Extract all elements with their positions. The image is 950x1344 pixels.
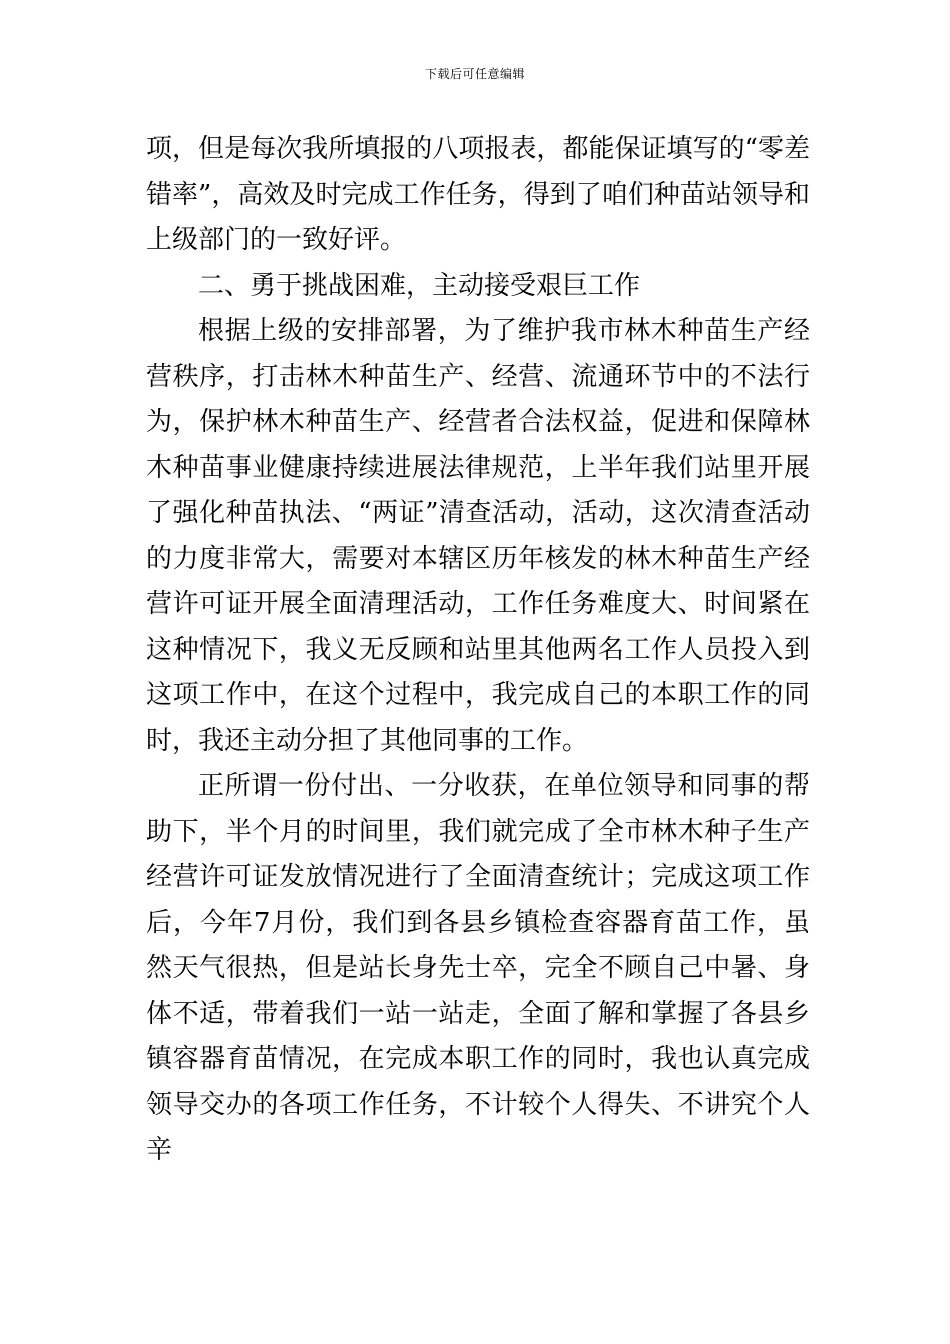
paragraph-continuation: 项，但是每次我所填报的八项报表，都能保证填写的“零差错率”，高效及时完成工作任务，得到了咱们种苗站领导和上级部门的一致好评。: [146, 134, 810, 255]
paragraph-enforcement: 根据上级的安排部署，为了维护我市林木种苗生产经营秩序，打击林木种苗生产、经营、流通环节中的不法行为，保护林木种苗生产、经营者合法权益，促进和保障林木种苗事业健康持续进展法律规范，上半年我们站里开展了强化种苗执法、“两证”清查活动，活动，这次清查活动的力度非常大，需要对本辖区历年核发的林木种苗生产经营许可证开展全面清理活动，工作任务难度大、时间紧在这种情况下，我义无反顾和站里其他两名工作人员投入到这项工作中，在这个过程中，我完成自己的本职工作的同时，我还主动分担了其他同事的工作。: [146, 316, 810, 756]
section-heading: 二、勇于挑战困难，主动接受艰巨工作: [198, 270, 641, 301]
page-header: 下载后可任意编辑: [424, 67, 525, 81]
document-body: [146, 127, 810, 1174]
paragraph-results: 正所谓一份付出、一分收获，在单位领导和同事的帮助下，半个月的时间里，我们就完成了全市林木种子生产经营许可证发放情况进行了全面清查统计；完成这项工作后，今年7月份，我们到各县乡镇检查容器育苗工作，虽然天气很热，但是站长身先士卒，完全不顾自己中暑、身体不适，带着我们一站一站走，全面了解和掌握了各县乡镇容器育苗情况，在完成本职工作的同时，我也认真完成领导交办的各项工作任务，不计较个人得失、不讲究个人辛: [146, 771, 810, 1165]
